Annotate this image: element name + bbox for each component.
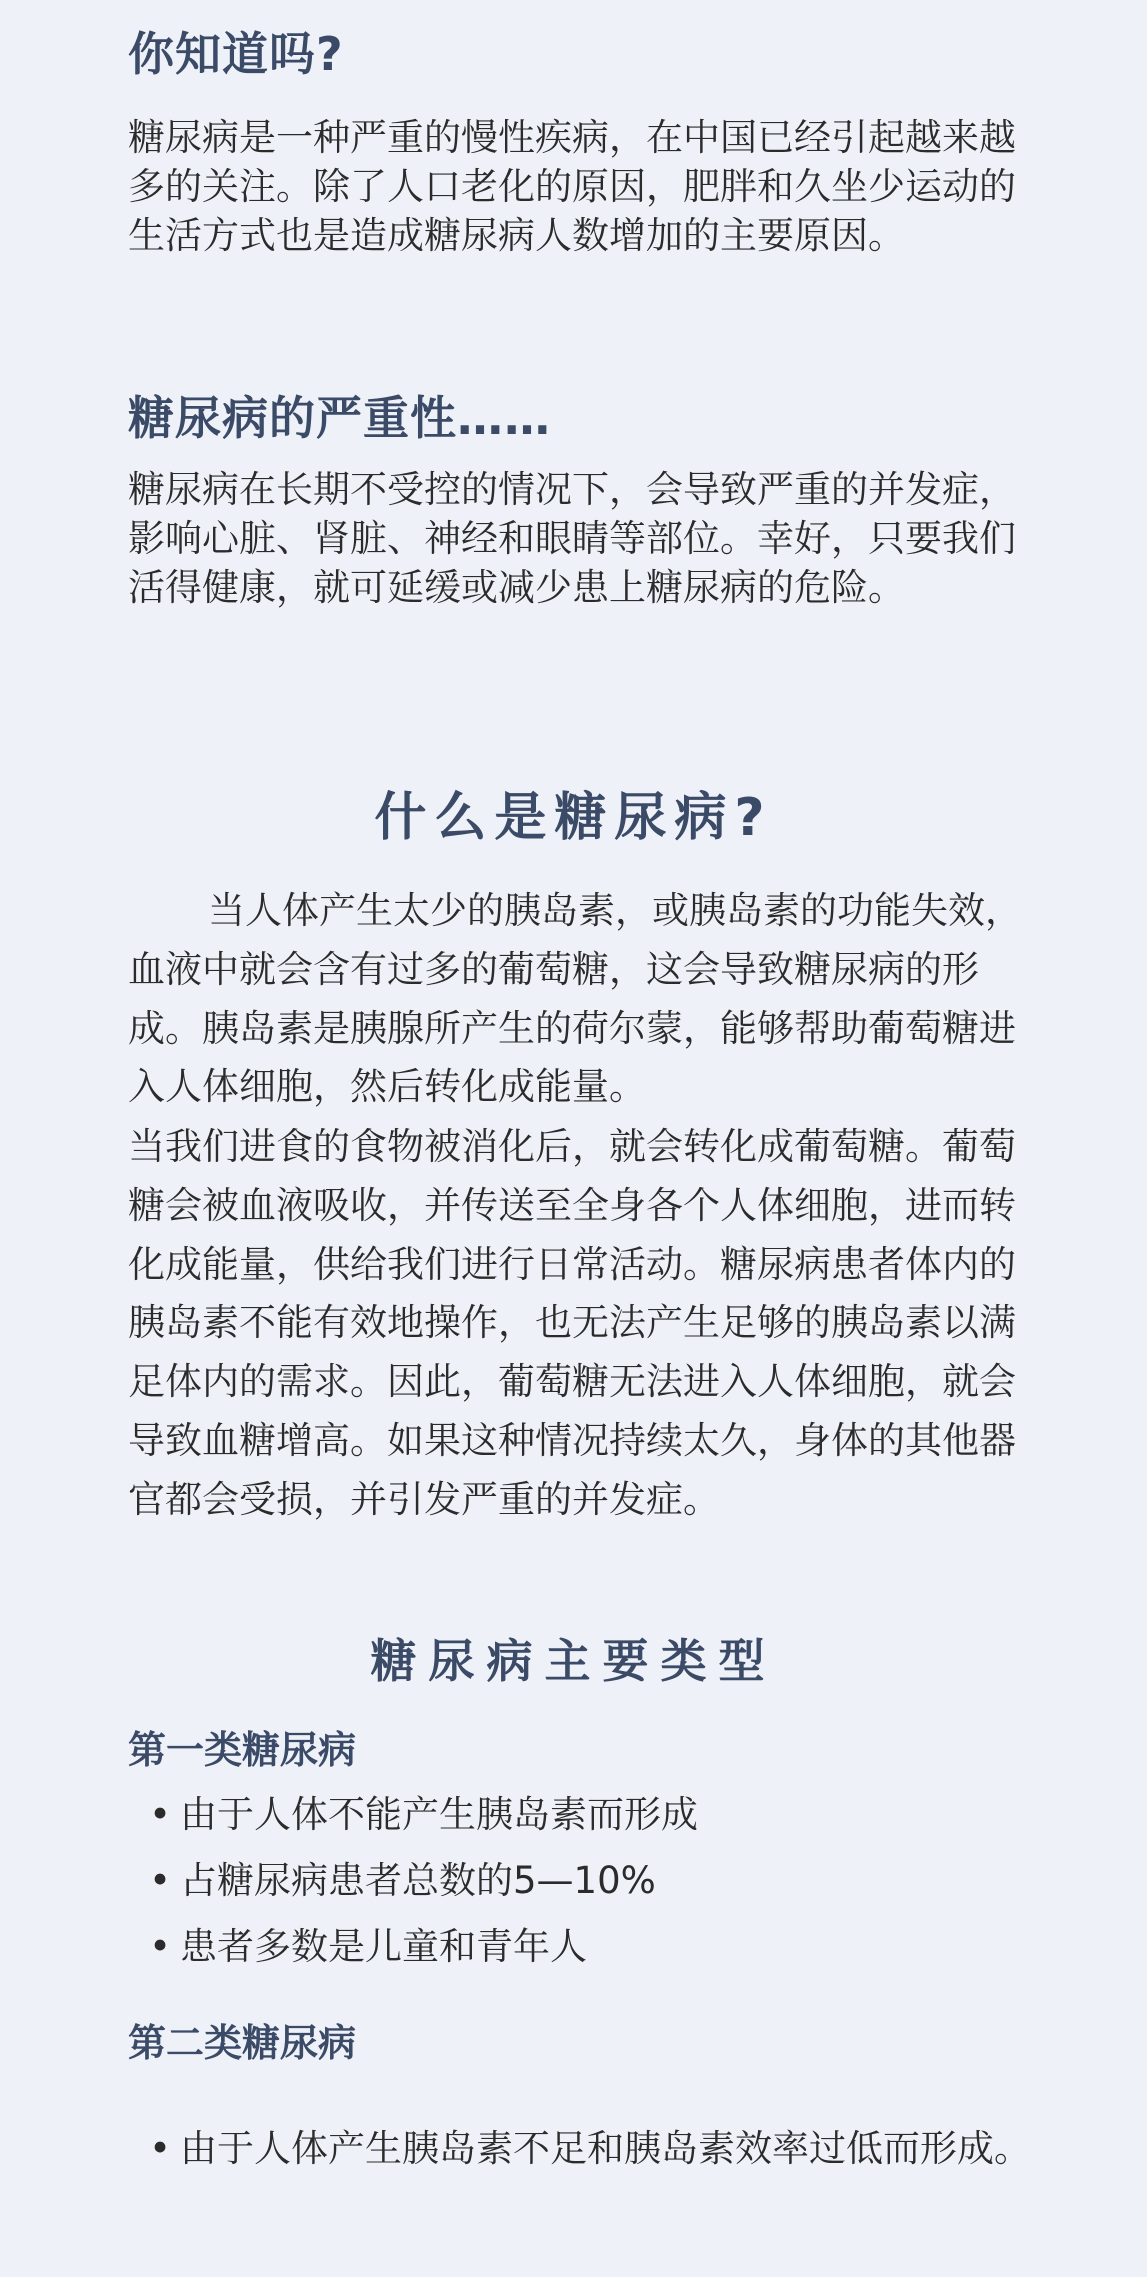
- list-item-text: 占糖尿病患者总数的5—10%: [180, 1859, 656, 1902]
- bullet-icon: •: [149, 2127, 171, 2170]
- bullet-icon: •: [149, 1925, 171, 1968]
- list-item: [149, 1782, 1060, 1848]
- bullet-icon: •: [149, 1859, 171, 1902]
- what-is-paragraph-2: 当我们进食的食物被消化后，就会转化成葡萄糖。葡萄糖会被血液吸收，并传送至全身各个人体细胞，进而转化成能量，供给我们进行日常活动。糖尿病患者体内的胰岛素不能有效地操作，也无法产生足够的胰岛素以满足体内的需求。因此，葡萄糖无法进入人体细胞，就会导致血糖增高。如果这种情况持续太久，身体的其他器官都会受损，并引发严重的并发症。: [128, 1125, 1016, 1521]
- list-item-text: 患者多数是儿童和青年人: [180, 1925, 587, 1968]
- type1-title: 第一类糖尿病: [128, 1728, 357, 1772]
- type1-bullet-list: [149, 1782, 1060, 1980]
- section-title-what-is-diabetes: 什么是糖尿病?: [374, 788, 773, 848]
- type2-bullet-item: [149, 2120, 1040, 2178]
- did-you-know-paragraph: 糖尿病是一种严重的慢性疾病，在中国已经引起越来越多的关注。除了人口老化的原因，肥胖和久坐少运动的生活方式也是造成糖尿病人数增加的主要原因。: [128, 116, 1016, 257]
- list-item: [149, 1914, 1060, 1980]
- severity-paragraph: 糖尿病在长期不受控的情况下，会导致严重的并发症，影响心脏、肾脏、神经和眼睛等部位。幸好，只要我们活得健康，就可延缓或减少患上糖尿病的危险。: [128, 468, 1016, 609]
- bullet-icon: •: [149, 1793, 171, 1836]
- section-title-severity: 糖尿病的严重性……: [128, 391, 551, 445]
- list-item-text: 由于人体不能产生胰岛素而形成: [180, 1793, 698, 1836]
- list-item: [149, 1848, 1060, 1914]
- section-title-did-you-know: 你知道吗?: [128, 27, 344, 81]
- list-item-text: 由于人体产生胰岛素不足和胰岛素效率过低而形成。: [180, 2127, 1031, 2170]
- type2-title: 第二类糖尿病: [128, 2021, 357, 2065]
- what-is-paragraph-1: [128, 882, 1048, 1117]
- section-title-diabetes-types: 糖尿病主要类型: [370, 1634, 777, 1688]
- what-is-paragraph-1-text: 当人体产生太少的胰岛素，或胰岛素的功能失效，血液中就会含有过多的葡萄糖，这会导致糖尿病的形成。胰岛素是胰腺所产生的荷尔蒙，能够帮助葡萄糖进入人体细胞，然后转化成能量。: [128, 889, 1022, 1109]
